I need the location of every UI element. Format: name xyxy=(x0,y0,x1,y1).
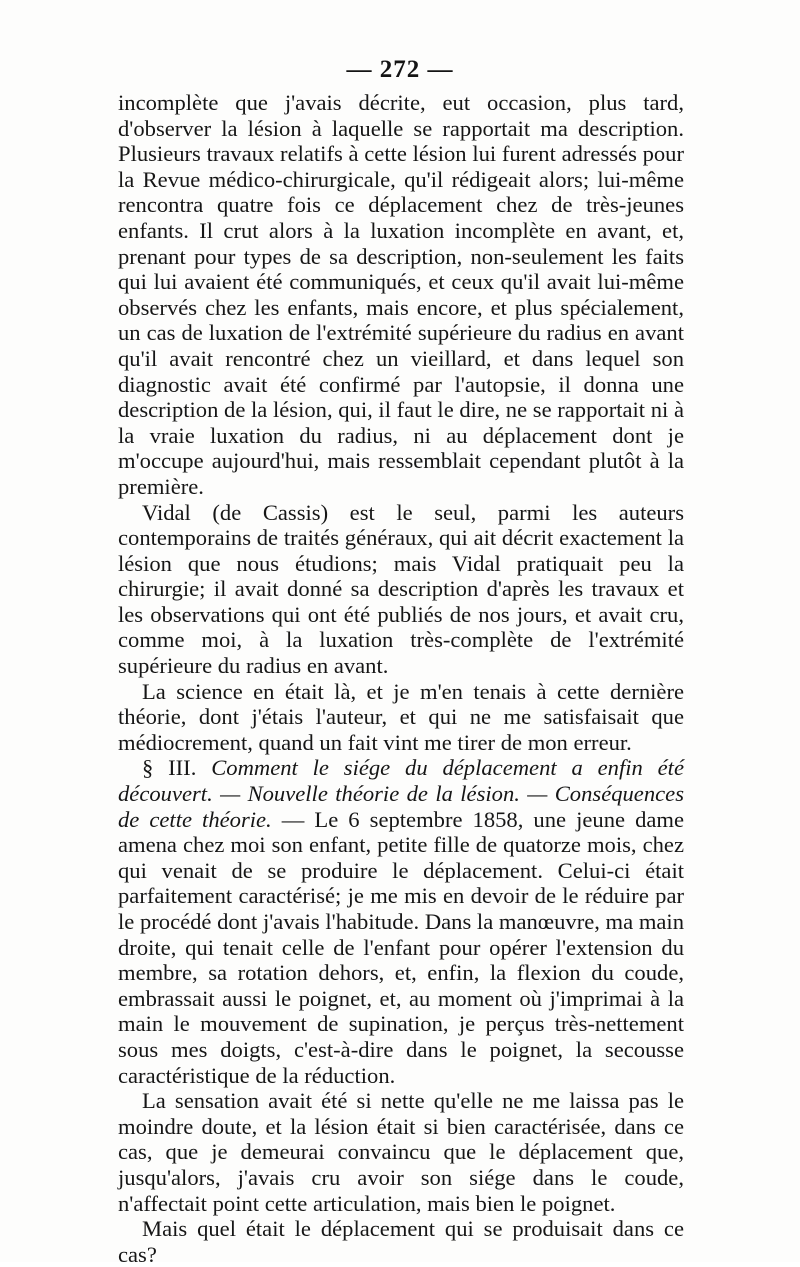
section-title: Comment le siége du déplacement a enfin été découvert. — Nouvelle théorie de la lésion. — Conséquences de cette théorie. xyxy=(118,755,684,832)
paragraph-continued: incomplète que j'avais décrite, eut occasion, plus tard, d'observer la lésion à laquelle se rapportait ma description. Plusieurs travaux relatifs à cette lésion lui furent adressés pour la Revue médico-chirurgicale, qu'il rédigeait alors; lui-même rencontra quatre fois ce déplacement chez de très-jeunes enfants. Il crut alors à la luxation incomplète en avant, et, prenant pour types de sa description, non-seulement les faits qui lui avaient été communiqués, et ceux qu'il avait lui-même observés chez les enfants, mais encore, et plus spécialement, un cas de luxation de l'extrémité supérieure du radius en avant qu'il avait rencontré chez un vieillard, et dans lequel son diagnostic avait été confirmé par l'autopsie, il donna une description de la lésion, qui, il faut le dire, ne se rapportait ni à la vraie luxation du radius, ni au déplacement dont je m'occupe aujourd'hui, mais ressemblait cependant plutôt à la première. xyxy=(118,90,684,499)
paragraph-vidal: Vidal (de Cassis) est le seul, parmi les auteurs contemporains de traités généraux, qui ait décrit exactement la lésion que nous étudions; mais Vidal pratiquait peu la chirurgie; il avait donné sa description d'après les travaux et les observations qui ont été publiés de nos jours, et avait cru, comme moi, à la luxation très-complète de l'extrémité supérieure du radius en avant. xyxy=(118,499,684,679)
paragraph-science: La science en était là, et je m'en tenais à cette dernière théorie, dont j'étais l'auteur, et qui ne me satisfaisait que médiocrement, quand un fait vint me tirer de mon erreur. xyxy=(118,678,684,755)
paragraph-sensation: La sensation avait été si nette qu'elle ne me laissa pas le moindre doute, et la lésion était si bien caractérisée, dans ce cas, que je demeurai convaincu que le déplacement que, jusqu'alors, j'avais cru avoir son siége dans le coude, n'affectait point cette articulation, mais bien le poignet. xyxy=(118,1088,684,1216)
body-text xyxy=(118,90,684,1267)
paragraph-section-three xyxy=(118,755,684,1088)
page-number: — 272 — xyxy=(346,56,454,83)
section-number: § III. xyxy=(142,755,197,781)
paragraph-question: Mais quel était le déplacement qui se produisait dans ce cas? xyxy=(118,1216,684,1267)
section-text: — Le 6 septembre 1858, une jeune dame amena chez moi son enfant, petite fille de quatorze mois, chez qui venait de se produire le déplacement. Celui-ci était parfaitement caractérisé; je me mis en devoir de le réduire par le procédé dont j'avais l'habitude. Dans la manœuvre, ma main droite, qui tenait celle de l'enfant pour opérer l'extension du membre, sa rotation dehors, et, enfin, la flexion du coude, embrassait aussi le poignet, et, au moment où j'imprimai à la main le mouvement de supination, je perçus très-nettement sous mes doigts, c'est-à-dire dans le poignet, la secousse caractéristique de la réduction. xyxy=(118,806,684,1088)
